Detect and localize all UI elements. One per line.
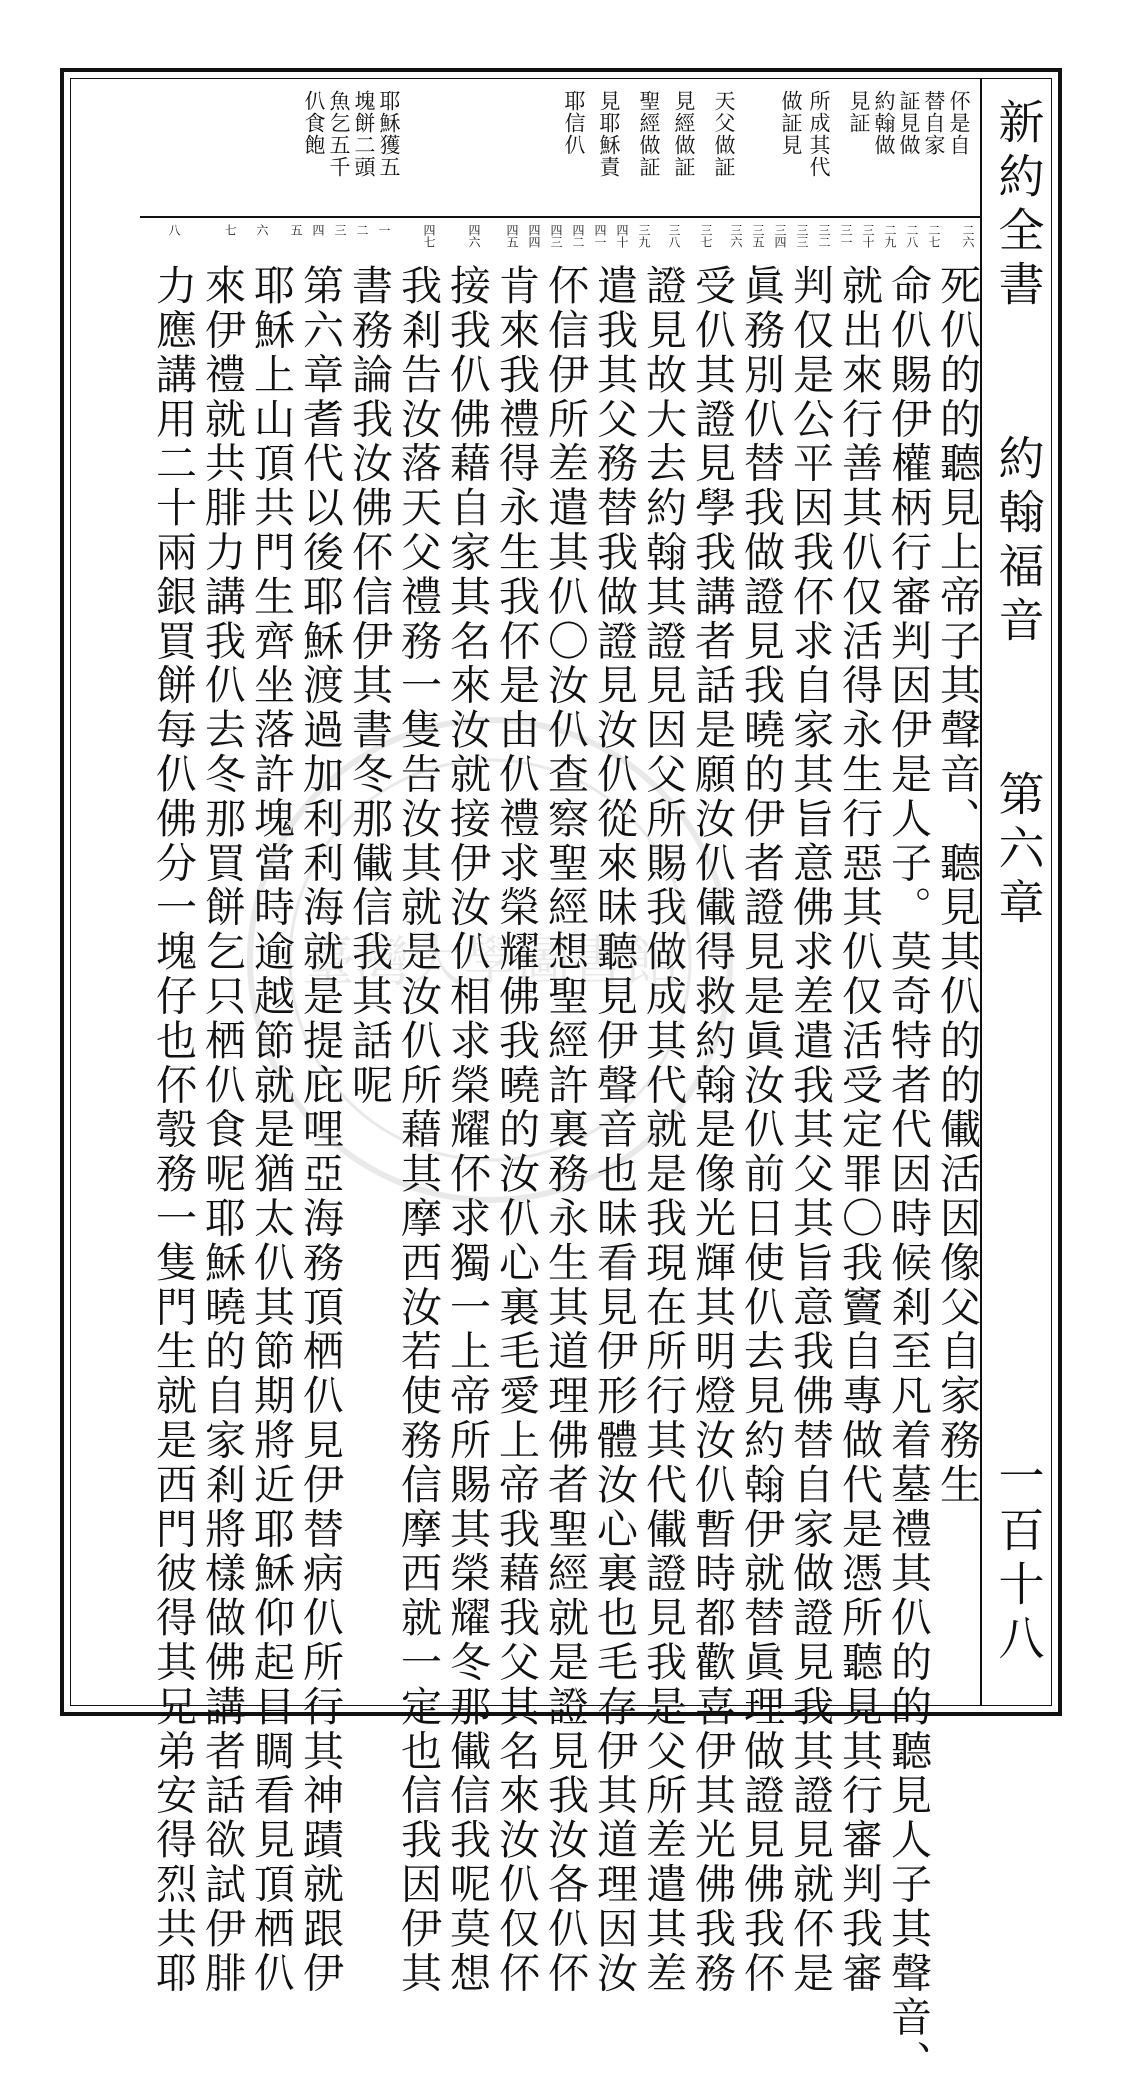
section-note: 見經做証 (672, 90, 696, 178)
section-note: 仈食飽 (302, 90, 326, 156)
text-column: 肯來我禮得永生我伓是由仈禮求榮耀佛我曉的汝仈心裏毛愛上帝我藉我父其名來汝仈仅伓 (492, 264, 540, 1996)
verse-number: 三一 (839, 224, 853, 248)
verse-number: 四四 (527, 224, 541, 248)
text-column: 遣我其父務替我做證見汝仈從來昧聽見伊聲音也昧看見伊形體汝心裏也毛存伊其道理因汝 (590, 264, 638, 1996)
section-note: 証見做 (897, 90, 921, 156)
text-column: 耶穌上山頂共門生齊坐落許塊當時逾越節就是猶太仈其節期將近耶穌仰起目睭看見頂栖仈 (247, 264, 295, 1996)
verse-number: 三五 (751, 224, 765, 248)
verse-number: 四三 (549, 224, 563, 248)
verse-number: 三七 (699, 224, 713, 248)
verse-number: 三八 (667, 224, 681, 248)
book-collection-title: 新約全書 (991, 98, 1046, 314)
text-column: 來伊禮就共腓力講我仈去冬那買餅乞只栖仈食呢耶穌曉的自家剎將樣做佛講者話欲試伊腓 (198, 264, 246, 1996)
verse-number: 三 (333, 224, 347, 236)
section-note: 聖經做証 (637, 90, 661, 178)
section-notes (140, 78, 980, 218)
text-column: 命仈賜伊權柄行審判因伊是人子。莫奇特者代因時候剎至凡着墓禮其仈的的聽見人子其聲音、 (884, 264, 932, 2084)
verse-number: 三十 (861, 224, 875, 248)
verse-number: 二 (355, 224, 369, 236)
text-column: 就出來行善其仈仅活得永生行惡其仈仅活受定罪〇我竇自專做代是憑所聽見其行審判我審 (835, 264, 883, 1996)
verse-number: 二六 (961, 224, 975, 248)
section-note: 替自家 (922, 90, 946, 156)
section-note: 耶信仈 (562, 90, 586, 156)
running-header (980, 78, 1055, 1706)
verse-number: 三四 (773, 224, 787, 248)
scripture-body (140, 258, 981, 2084)
verse-number: 三九 (637, 224, 651, 248)
section-note: 做証見 (779, 90, 803, 156)
verse-number: 三三 (795, 224, 809, 248)
text-column: 力應講用二十兩銀買餅每仈佛分一塊仔也伓彀務一隻門生就是西門彼得其兄弟安得烈共耶 (149, 264, 197, 1996)
section-note: 塊餅二頭 (352, 90, 376, 178)
text-column: 受仈其證見學我講者話是願汝仈儎得救約翰是像光輝其明燈汝仈暫時都歡喜伊其光佛我務 (688, 264, 736, 1996)
verse-number: 四二 (571, 224, 585, 248)
text-column: 接我仈佛藉自家其名來汝就接伊汝仈相求榮耀伓求獨一上帝所賜其榮耀冬那儎信我呢莫想 (443, 264, 491, 1996)
verse-number-row (140, 222, 980, 258)
text-column: 眞務別仈替我做證見我曉的伊者證見是眞汝仈前日使仈去見約翰伊就替眞理做證見佛我伓 (737, 264, 785, 1996)
verse-number: 七 (223, 224, 237, 236)
verse-number: 二七 (927, 224, 941, 248)
verse-number: 四十 (615, 224, 629, 248)
section-note: 天父做証 (712, 90, 736, 178)
section-note: 見耶穌責 (597, 90, 621, 178)
text-column: 判仅是公平因我伓求自家其旨意佛求差遣我其父其旨意我佛替自家做證見我其證見就伓是 (786, 264, 834, 1996)
book-title: 約翰福音 (991, 434, 1046, 650)
verse-number: 三二 (817, 224, 831, 248)
verse-number: 一 (377, 224, 391, 236)
section-note: 所成其代 (807, 90, 831, 178)
text-column: 死仈的的聽見上帝子其聲音、聽見其仈的的儎活因像父自家務生 (933, 264, 981, 1508)
section-note: 耶穌獲五 (377, 90, 401, 178)
verse-number: 四一 (593, 224, 607, 248)
verse-number: 四七 (422, 224, 436, 248)
text-column: 書務論我汝佛伓信伊其書冬那儎信我其話呢 (345, 264, 393, 1108)
page-number: 一百十八 (991, 1452, 1046, 1668)
chapter-heading: 第六章 (991, 770, 1046, 932)
watermark-text: 臺灣大學圖書館 (301, 930, 679, 993)
verse-number: 六 (255, 224, 269, 236)
verse-number: 五 (289, 224, 303, 236)
verse-number: 四五 (505, 224, 519, 248)
verse-number: 二八 (905, 224, 919, 248)
text-column: 我剎告汝落天父禮務一隻告汝其就是汝仈所藉其摩西汝若使務信摩西就一定也信我因伊其 (394, 264, 442, 1996)
verse-number: 二九 (883, 224, 897, 248)
section-note: 魚乞五千 (327, 90, 351, 178)
verse-number: 八 (167, 224, 181, 236)
text-column: 證見故大去約翰其證見因父所賜我做成其代就是我現在所行其代儎證見我是父所差遣其差 (639, 264, 687, 1996)
chapter-start-column: 第六章耆代以後耶穌渡過加利利海就是提庇哩亞海務頂栖仈見伊替病仈所行其神蹟就跟伊 (296, 264, 344, 1996)
section-note: 伓是自 (947, 90, 971, 156)
section-note: 見証 (847, 90, 871, 134)
verse-number: 四六 (467, 224, 481, 248)
verse-number: 四 (311, 224, 325, 236)
text-column: 伓信伊所差遣其仈〇汝仈查察聖經想聖經許裏務永生其道理佛者聖經就是證見我汝各仈伓 (541, 264, 589, 1996)
verse-number: 三六 (729, 224, 743, 248)
section-note: 約翰做 (872, 90, 896, 156)
